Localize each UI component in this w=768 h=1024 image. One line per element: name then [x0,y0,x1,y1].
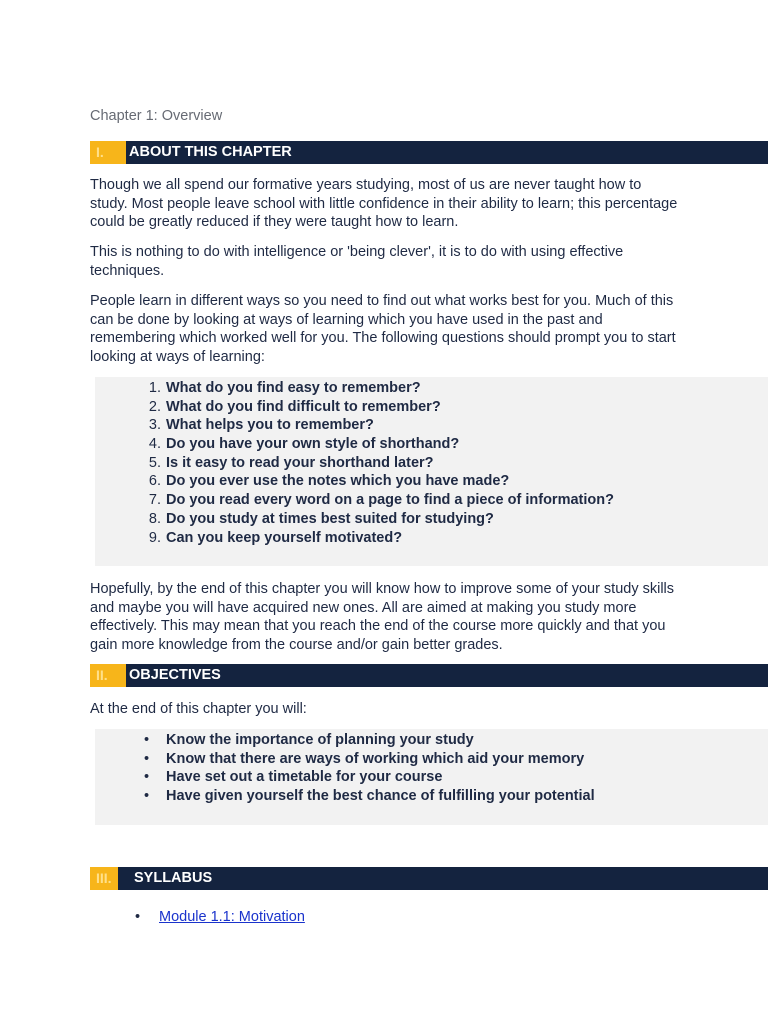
list-item: 2. What do you find difficult to remember? [148,398,441,415]
list-item: • Have given yourself the best chance of fulfilling your potential [144,788,595,805]
section-number: II. [90,664,126,687]
section-header-objectives [90,664,768,687]
list-item: 6. Do you ever use the notes which you have made? [148,473,510,490]
section-header-syllabus [90,867,768,890]
list-item: 7. Do you read every word on a page to find a piece of information? [148,492,614,509]
list-item: 3. What helps you to remember? [148,417,374,434]
questions-list [148,379,614,547]
section-title: SYLLABUS [134,870,213,886]
list-item: • Have set out a timetable for your course [144,769,443,786]
about-paragraph-4: Hopefully, by the end of this chapter you will know how to improve some of your study skills and maybe you will have acquired new ones. All are aimed at making you study more effectively. This may mean that you reach the end of the course more quickly and that you gain more knowledge from the course and/or gain better grades. [90,581,675,653]
objectives-list [144,731,595,806]
about-paragraph-3: People learn in different ways so you need to find out what works best for you. Much of this can be done by looking at ways of learning which you have used in the past and remembering which worked well for you. The following questions should prompt you to start looking at ways of learning: [90,293,676,365]
list-item: • Know the importance of planning your study [144,732,474,748]
list-item: 5. Is it easy to read your shorthand later? [148,454,434,471]
list-item: 1. What do you find easy to remember? [148,380,421,396]
section-title: ABOUT THIS CHAPTER [129,144,292,160]
list-item: 8. Do you study at times best suited for studying? [148,510,494,527]
list-item: • Know that there are ways of working which aid your memory [144,750,585,767]
list-item: 4. Do you have your own style of shorthand? [148,436,460,453]
section-number: I. [90,141,126,164]
about-paragraph-1: Though we all spend our formative years studying, most of us are never taught how to study. Most people leave school with little confidence in their ability to learn; this percentage could be greatly reduced if they were taught how to learn. [90,177,678,230]
module-link[interactable]: Module 1.1: Motivation [159,909,305,925]
bullet: • [135,909,141,925]
chapter-title: Chapter 1: Overview [90,108,223,124]
section-number: III. [90,867,118,890]
objectives-box [95,729,768,825]
list-item: 9. Can you keep yourself motivated? [148,529,403,546]
about-paragraph-2: This is nothing to do with intelligence or 'being clever', it is to do with using effective techniques. [90,244,624,279]
section-title: OBJECTIVES [129,667,221,683]
section-header-about [90,141,768,164]
questions-box [95,377,768,566]
objectives-intro: At the end of this chapter you will: [90,701,307,717]
